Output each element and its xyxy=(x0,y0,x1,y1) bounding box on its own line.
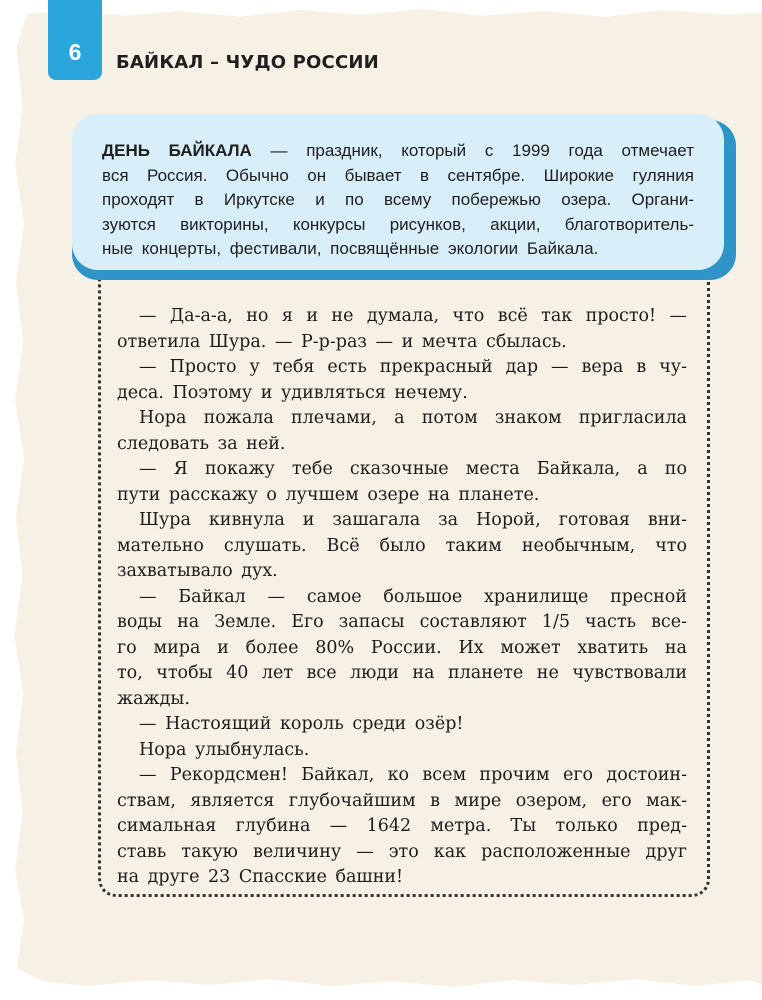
story-line: на друге 23 Спасские башни! xyxy=(117,867,404,887)
story-line: — Да-а-а, но я и не думала, что всё так просто! — xyxy=(139,306,687,326)
story-line: Шура кивнула и зашагала за Норой, готовая вни- xyxy=(139,510,687,530)
story-line: — Настоящий король среди озёр! xyxy=(139,714,464,734)
info-card xyxy=(72,114,724,270)
story-line: ответила Шура. — Р-р-раз — и мечта сбылась. xyxy=(117,331,567,352)
story-line: — Байкал — самое большое хранилище пресной xyxy=(139,586,687,607)
info-card-text xyxy=(102,139,694,262)
info-line: ные концерты, фестивали, посвящённые экологии Байкала. xyxy=(102,239,599,258)
page-number-tab xyxy=(48,0,102,80)
story-line: мательно слушать. Всё было таким необычным, что xyxy=(117,535,687,556)
page-number: 6 xyxy=(68,39,82,65)
story-text xyxy=(117,304,687,891)
story-line: — Рекордсмен! Байкал, ко всем прочим его достоин- xyxy=(139,765,687,785)
story-line: — Я покажу тебе сказочные места Байкала, а по xyxy=(139,459,687,479)
story-line: то, чтобы 40 лет все люди на планете не чувствовали xyxy=(117,663,687,683)
info-line-text: — праздник, который с 1999 года отмечает xyxy=(251,141,694,160)
story-line: воды на Земле. Его запасы составляют 1/5 часть все- xyxy=(117,612,687,632)
story-line: — Просто у тебя есть прекрасный дар — вера в чу- xyxy=(139,357,687,377)
story-line: захватывало дух. xyxy=(117,561,278,581)
story-line: пути расскажу о лучшем озере на планете. xyxy=(117,484,540,505)
story-line: го мира и более 80% России. Их может хватить на xyxy=(117,637,687,658)
info-line xyxy=(102,139,694,164)
story-line: ставь такую величину — это как расположенные друг xyxy=(117,841,687,862)
story-line: симальная глубина — 1642 метра. Ты только пред- xyxy=(117,816,687,836)
info-line: вся Россия. Обычно он бывает в сентябре. Широкие гуляния xyxy=(102,165,694,185)
story-line: деса. Поэтому и удивляться нечему. xyxy=(117,382,468,403)
story-line: Нора улыбнулась. xyxy=(139,739,310,760)
story-line: следовать за ней. xyxy=(117,433,286,454)
story-line: жажды. xyxy=(117,688,190,709)
chapter-title: БАЙКАЛ – ЧУДО РОССИИ xyxy=(116,52,379,73)
info-line: проходят в Иркутске и по всему побережью озера. Органи- xyxy=(102,190,694,209)
story-line: ствам, является глубочайшим в мире озером, его мак- xyxy=(117,790,687,811)
info-line: зуются викторины, конкурсы рисунков, акции, благотворитель- xyxy=(102,214,694,234)
info-term: ДЕНЬ БАЙКАЛА xyxy=(102,141,252,160)
story-line: Нора пожала плечами, а потом знаком пригласила xyxy=(139,408,687,428)
